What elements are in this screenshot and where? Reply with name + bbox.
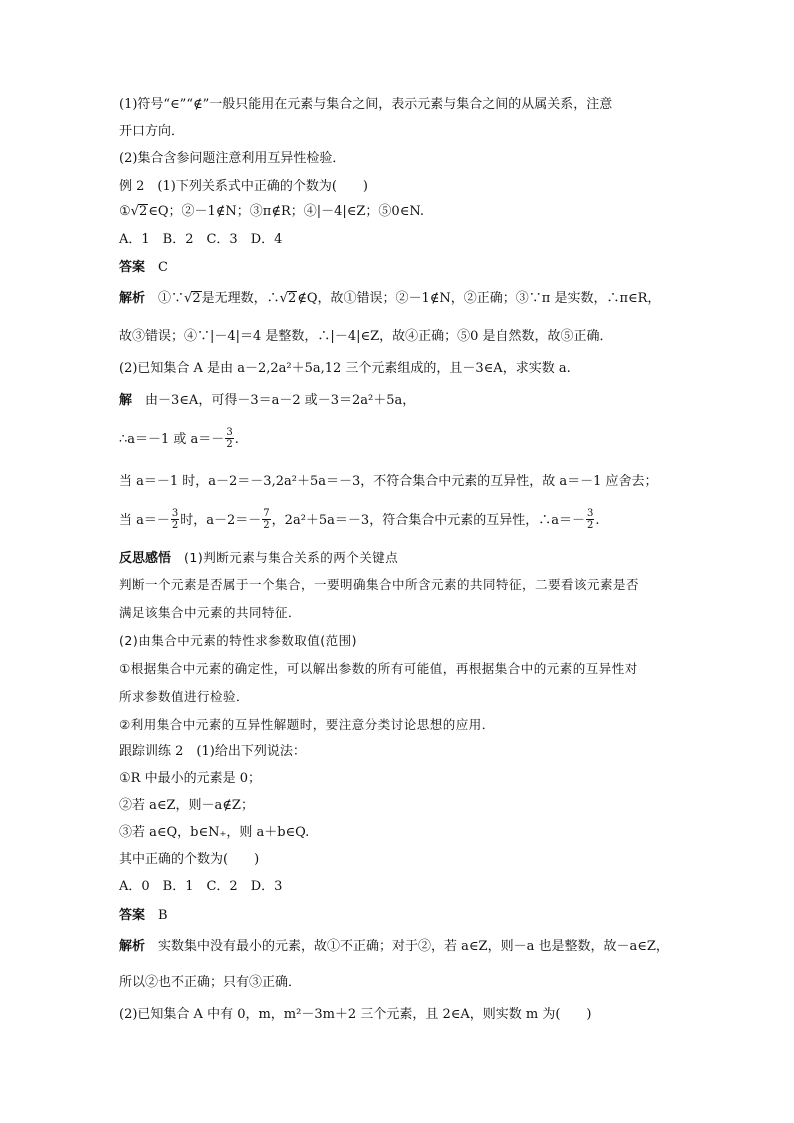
practice-part-2 (119, 1005, 592, 1027)
reflection-text: 所求参数值进行检验． (119, 689, 250, 704)
sqrt-radicand: 2 (138, 204, 148, 219)
period: . (234, 432, 239, 447)
solution-text: 由－3∈A，可得－3＝a－2 或－3＝2a²＋5a， (145, 393, 416, 408)
analysis-text: 所以②也不正确；只有③正确． (119, 975, 302, 990)
analysis-line-2 (119, 973, 301, 995)
analysis-label: 解析 (119, 291, 146, 306)
statement-2: ②若 a∈Z，则－a∉Z； (119, 798, 254, 813)
fraction-denominator: 2 (586, 520, 594, 531)
analysis-text-c: ∉Q，故①错误；②－1∉N，②正确；③∵π 是实数，∴π∈R， (297, 291, 661, 306)
solution-line-2 (119, 428, 239, 450)
practice-choices (119, 877, 282, 899)
example-2-question: 例 2 (1)下列关系式中正确的个数为( ) (119, 179, 368, 194)
reflection-title (119, 548, 398, 570)
practice-2-title (119, 742, 306, 764)
sqrt-symbol: √ (130, 204, 139, 219)
fraction-numerator: 3 (226, 427, 233, 438)
reflection-text: ①根据集合中元素的确定性，可以解出参数的所有可能值，再根据集合中的元素的互异性对 (119, 661, 638, 676)
reflection-line (119, 575, 639, 597)
example-2-part-2 (119, 359, 571, 381)
fraction (171, 508, 179, 531)
case-text-a: 当 a＝－ (119, 513, 170, 528)
analysis-line-1 (119, 937, 669, 959)
choices-text: A．0 B．1 C．2 D．3 (119, 879, 283, 894)
relations-list: ∈Q；②－1∉N；③π∉R；④|－4|∈Z；⑤0∈N. (148, 204, 424, 219)
period: . (595, 513, 600, 528)
reflection-heading: (1)判断元素与集合关系的两个关键点 (184, 550, 399, 565)
fraction-numerator: 3 (171, 508, 179, 519)
practice-statement (119, 823, 309, 845)
practice-question (119, 850, 259, 872)
solution-line-4 (119, 509, 599, 531)
reflection-line (119, 631, 357, 653)
sqrt-symbol: √ (184, 291, 193, 306)
text-line (119, 95, 612, 117)
solution-values: ∴a＝－1 或 a＝－ (119, 432, 225, 447)
note-parameter-check: (2)集合含参问题注意利用互异性检验． (119, 151, 346, 166)
choices-text: A．1 B．2 C．3 D．4 (119, 232, 283, 247)
case-text-c: ，2a²＋5a＝－3，符合集合中元素的互异性，∴a＝－ (271, 513, 585, 528)
reflection-text: ②利用集合中元素的互异性解题时，要注意分类讨论思想的应用． (119, 717, 495, 732)
analysis-text-d: 故③错误；④∵|－4|＝4 是整数，∴|－4|∈Z，故④正确；⑤0 是自然数，故⑤正确． (119, 329, 613, 344)
analysis-text-b: 是无理数，∴ (201, 291, 280, 306)
reflection-subheading: (2)由集合中元素的特性求参数取值(范围) (119, 633, 357, 648)
solution-line-3 (119, 472, 658, 494)
reflection-line (119, 659, 638, 681)
fraction-numerator: 3 (586, 508, 594, 519)
practice-question-text: 其中正确的个数为( ) (119, 852, 260, 867)
fraction-denominator: 2 (226, 439, 233, 450)
answer-value: C (158, 260, 168, 275)
analysis-line-2 (119, 327, 613, 349)
fraction (225, 427, 233, 450)
fraction-denominator: 2 (171, 520, 179, 531)
reflection-text: 判断一个元素是否属于一个集合，一要明确集合中所含元素的共同特征，二要看该元素是否 (119, 577, 640, 592)
example-2-choices (119, 230, 282, 252)
answer-label: 答案 (119, 260, 146, 275)
case-text-b: 时，a－2＝－ (180, 513, 262, 528)
solution-label: 解 (119, 393, 133, 408)
sqrt-radicand: 2 (192, 291, 201, 306)
note-symbol-usage-cont: 开口方向． (119, 124, 185, 139)
reflection-line (119, 715, 495, 737)
analysis-label: 解析 (119, 939, 146, 954)
solution-line-1 (119, 391, 415, 413)
answer-value: B (158, 908, 168, 923)
practice-statement (119, 796, 254, 818)
case-a-minus-1: 当 a＝－1 时，a－2＝－3,2a²＋5a＝－3，不符合集合中元素的互异性，故 a＝－1 应舍去； (119, 474, 658, 489)
fraction (262, 508, 270, 531)
text-line (119, 122, 184, 144)
option-1-marker: ① (119, 204, 131, 219)
analysis-text-a: ①∵ (158, 291, 185, 306)
fraction (586, 508, 594, 531)
fraction-numerator: 7 (263, 508, 270, 519)
practice-statement (119, 769, 261, 791)
statement-3: ③若 a∈Q，b∈N₊，则 a＋b∈Q. (119, 825, 310, 840)
fraction-denominator: 2 (263, 520, 270, 531)
reflection-label: 反思感悟 (119, 551, 172, 566)
example-2-title (119, 177, 368, 199)
example-2-options-line (119, 202, 424, 224)
sqrt-radicand: 2 (287, 291, 297, 306)
answer-line (119, 258, 168, 280)
reflection-line (119, 687, 249, 709)
sqrt-symbol: √ (279, 291, 288, 306)
answer-label: 答案 (119, 908, 146, 923)
reflection-text: 满足该集合中元素的共同特征． (119, 605, 302, 620)
note-symbol-usage: (1)符号“∈”“∉”一般只能用在元素与集合之间，表示元素与集合之间的从属关系，注意 (119, 97, 613, 112)
part-2-question: (2)已知集合 A 中有 0，m，m²－3m＋2 三个元素，且 2∈A，则实数 m 为( ) (119, 1007, 592, 1022)
analysis-line-1 (119, 289, 660, 311)
practice-2-heading: 跟踪训练 2 (1)给出下列说法： (119, 744, 306, 759)
analysis-text: 实数集中没有最小的元素，故①不正确；对于②，若 a∈Z，则－a 也是整数，故－a∈Z， (158, 939, 669, 954)
statement-1: ①R 中最小的元素是 0； (119, 771, 261, 786)
text-line (119, 149, 345, 171)
part-2-question: (2)已知集合 A 是由 a－2,2a²＋5a,12 三个元素组成的，且－3∈A，求实数 a. (119, 361, 571, 376)
answer-line (119, 906, 168, 928)
reflection-line (119, 603, 301, 625)
